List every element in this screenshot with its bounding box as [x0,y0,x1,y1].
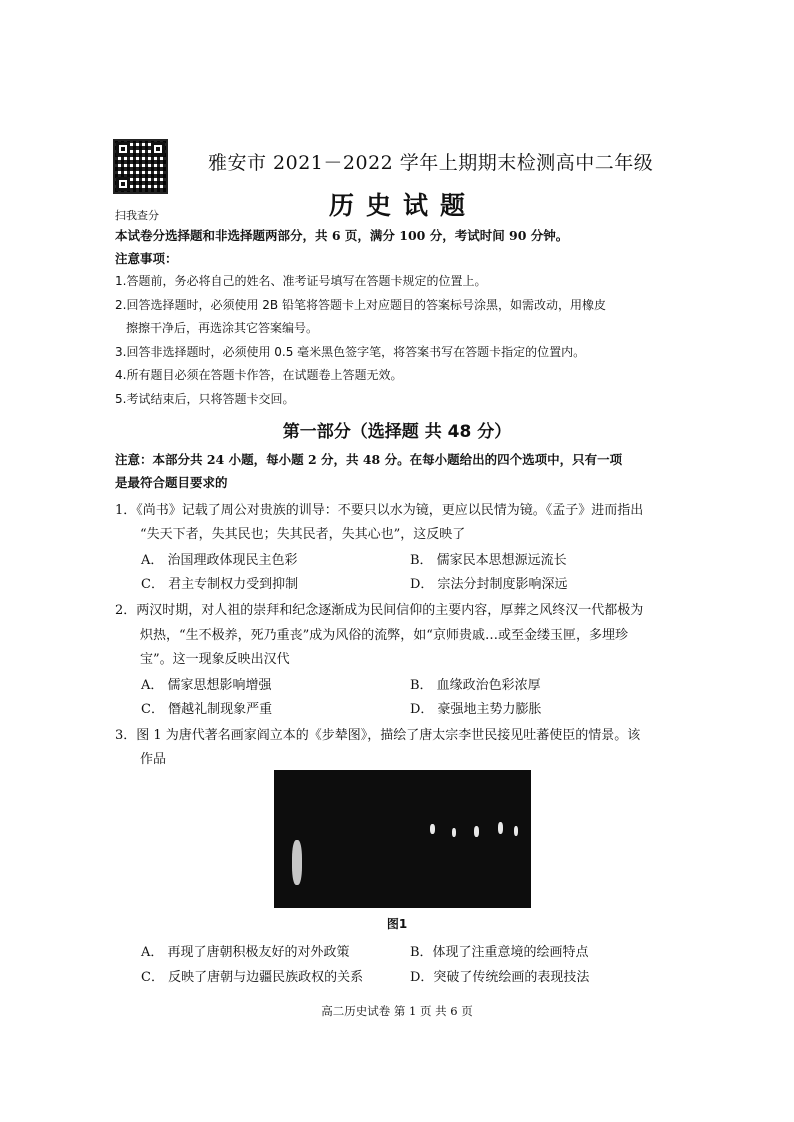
question-2-stem: 宝”。这一现象反映出汉代 [140,652,290,667]
exam-summary: 本试卷分选择题和非选择题两部分，共 6 页，满分 100 分，考试时间 90 分钟。 [115,228,569,243]
question-1-option-a: A． 治国理政体现民主色彩 [141,553,298,568]
page-footer: 高二历史试卷 第 1 页 共 6 页 [321,1004,473,1018]
question-2-option-c: C． 僭越礼制现象严重 [141,702,273,717]
note-item: 3.回答非选择题时，必须使用 0.5 毫米黑色签字笔，将答案书写在答题卡指定的位置内。 [115,345,586,359]
question-3-option-c: C． 反映了唐朝与边疆民族政权的关系 [141,970,364,985]
question-2-option-a: A． 儒家思想影响增强 [141,678,272,693]
qr-caption: 扫我查分 [115,209,159,222]
section-note: 是最符合题目要求的 [115,475,228,490]
section-title: 第一部分（选择题 共 48 分） [282,422,512,442]
question-1-stem: “失天下者，失其民也；失其民者，失其心也”，这反映了 [140,527,466,542]
subject-title: 历史试题 [328,191,477,220]
note-item: 4.所有题目必须在答题卡作答，在试题卷上答题无效。 [115,368,403,382]
painting-image [274,770,531,908]
section-note: 注意：本部分共 24 小题，每小题 2 分，共 48 分。在每小题给出的四个选项中，只有一项 [115,452,623,467]
question-1-option-d: D． 宗法分封制度影响深远 [410,577,568,592]
figure-caption: 图1 [386,917,408,931]
notes-heading: 注意事项： [115,251,178,266]
note-item: 2.回答选择题时，必须使用 2B 铅笔将答题卡上对应题目的答案标号涂黑，如需改动，用橡皮 [115,298,606,312]
question-3-stem: 作品 [140,752,167,767]
question-2-stem: 炽热，“生不极养，死乃重丧”成为风俗的流弊，如“京师贵戚…或至金缕玉匣，多埋珍 [140,628,628,643]
note-item-continued: 擦擦干净后，再选涂其它答案编号。 [126,321,319,335]
question-1-option-b: B． 儒家民本思想源远流长 [410,553,567,568]
exam-title: 雅安市 2021－2022 学年上期期末检测高中二年级 [208,152,654,174]
note-item: 5.考试结束后，只将答题卡交回。 [115,392,295,406]
question-3-option-a: A． 再现了唐朝积极友好的对外政策 [141,945,350,960]
question-1-option-c: C． 君主专制权力受到抑制 [141,577,299,592]
question-1-stem: 1．《尚书》记载了周公对贵族的训导：不要只以水为镜，更应以民情为镜。《孟子》进而指出 [115,503,644,518]
question-3-option-d: D．突破了传统绘画的表现技法 [410,970,590,985]
note-item: 1.答题前，务必将自己的姓名、准考证号填写在答题卡规定的位置上。 [115,274,487,288]
question-2-option-b: B． 血缘政治色彩浓厚 [410,678,541,693]
question-3-stem: 3．图 1 为唐代著名画家阎立本的《步辇图》，描绘了唐太宗李世民接见吐蕃使臣的情景。该 [115,728,641,743]
question-2-option-d: D． 豪强地主势力膨胀 [410,702,542,717]
question-3-option-b: B．体现了注重意境的绘画特点 [410,945,589,960]
question-2-stem: 2．两汉时期，对人祖的崇拜和纪念逐渐成为民间信仰的主要内容，厚葬之风终汉一代都极为 [115,603,644,618]
